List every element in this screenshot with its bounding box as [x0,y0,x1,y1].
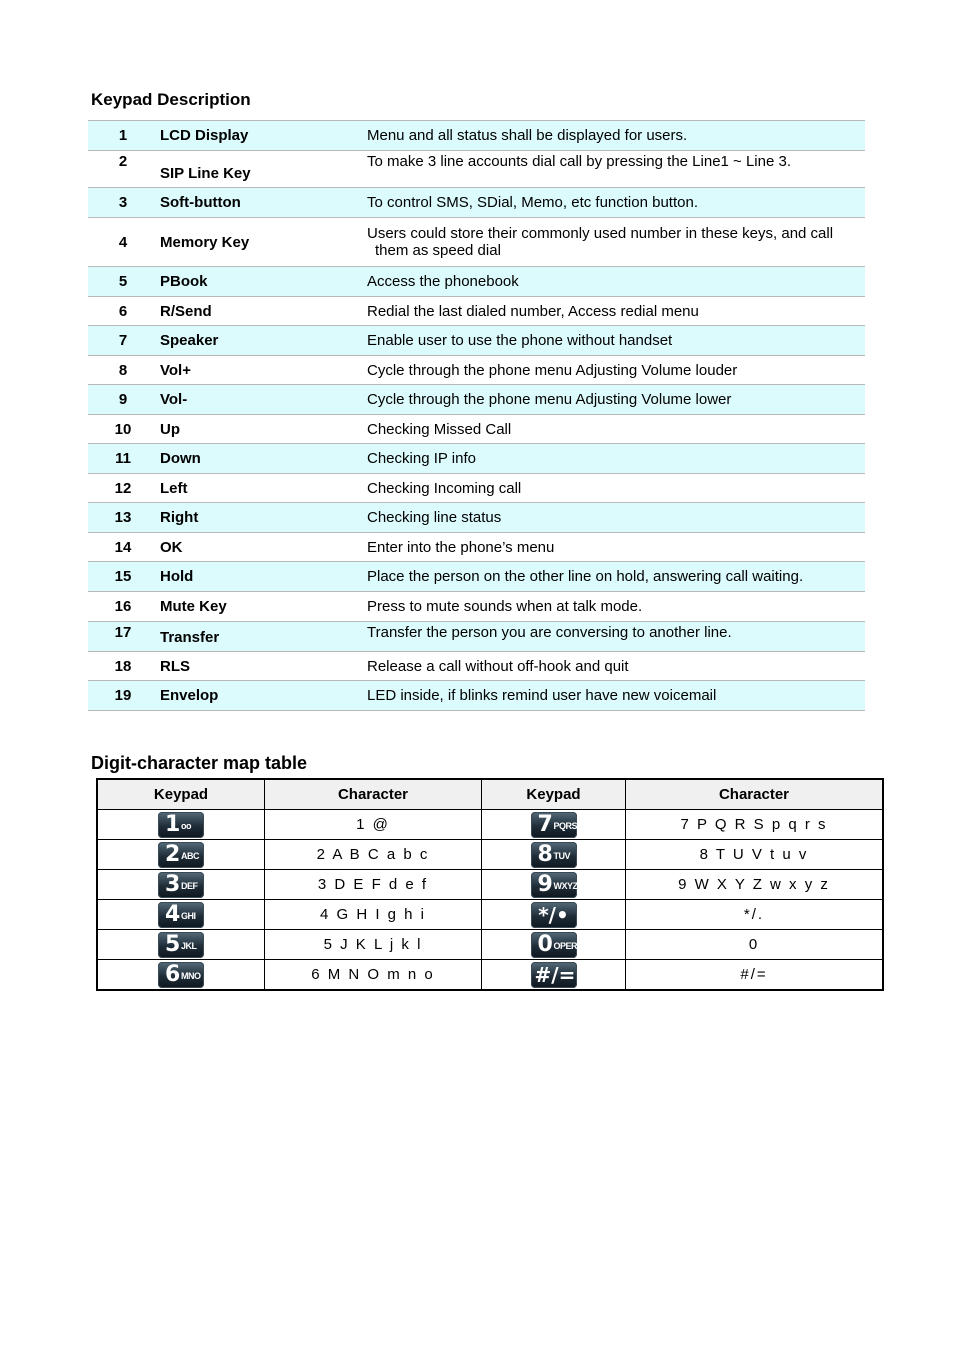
keypad-icon-cell [482,900,626,930]
key-name: Down [158,444,367,474]
header-character: Character [626,779,884,810]
key-name: LCD Display [158,121,367,151]
keypad-row [88,267,865,297]
keypad-row [88,415,865,444]
key-letters: WXYZ [553,880,578,891]
keypad-icon-cell [97,960,265,991]
key-description-line: them as speed dial [375,242,501,259]
digit-map-row [97,840,883,870]
character-cell: 2 A B C a b c [265,840,482,870]
key-letters: PQRS [553,820,578,831]
keypad-icon-cell [482,840,626,870]
character-cell: 7 P Q R S p q r s [626,810,884,840]
key-description: Checking Missed Call [367,415,865,444]
key-name: PBook [158,267,367,297]
digit-map-header-row [97,779,883,810]
key-description: To make 3 line accounts dial call by pressing the Line1 ~ Line 3. [367,151,865,188]
keypad-icon-cell [482,870,626,900]
key-name: Left [158,474,367,503]
phone-key-icon [531,842,577,868]
keypad-row [88,297,865,326]
key-name: Right [158,503,367,533]
digit-map-row [97,870,883,900]
key-description: Checking Incoming call [367,474,865,503]
key-description: To control SMS, SDial, Memo, etc function button. [367,188,865,218]
key-name: Vol- [158,385,367,415]
key-name: R/Send [158,297,367,326]
key-digit: 6 [165,961,181,987]
phone-key-icon [531,902,577,928]
key-description: Menu and all status shall be displayed for users. [367,121,865,151]
keypad-row [88,326,865,356]
keypad-row [88,356,865,385]
phone-key-icon [158,872,204,898]
character-cell: */. [626,900,884,930]
key-number: 4 [88,218,158,267]
character-cell: 3 D E F d e f [265,870,482,900]
key-description: Cycle through the phone menu Adjusting Volume lower [367,385,865,415]
key-number: 14 [88,533,158,562]
key-name: Soft-button [158,188,367,218]
key-description: Access the phonebook [367,267,865,297]
key-number: 16 [88,592,158,622]
phone-key-icon [531,812,577,838]
key-number: 2 [88,151,158,188]
key-digit: 4 [165,901,181,927]
key-letters: JKL [181,940,197,951]
character-cell: 9 W X Y Z w x y z [626,870,884,900]
keypad-row [88,188,865,218]
key-name: Transfer [158,622,367,652]
key-number: 8 [88,356,158,385]
key-letters: TUV [553,850,570,861]
keypad-row [88,503,865,533]
character-cell: 5 J K L j k l [265,930,482,960]
key-letters: MNO [181,970,201,981]
keypad-icon-cell [97,900,265,930]
character-cell: 0 [626,930,884,960]
key-digit: 3 [165,871,181,897]
key-number: 18 [88,652,158,681]
key-description [367,218,865,267]
key-description: Cycle through the phone menu Adjusting Volume louder [367,356,865,385]
phone-key-icon [158,812,204,838]
key-number: 5 [88,267,158,297]
phone-key-icon [158,962,204,988]
keypad-icon-cell [97,870,265,900]
keypad-row [88,592,865,622]
keypad-row [88,385,865,415]
keypad-description-table [88,120,865,711]
keypad-icon-cell [482,930,626,960]
keypad-row [88,121,865,151]
header-keypad: Keypad [97,779,265,810]
key-description-line: Users could store their commonly used number in these keys, and call [367,225,834,242]
key-letters: DEF [181,880,198,891]
key-digit: #/= [534,962,576,987]
keypad-row [88,652,865,681]
key-digit: 5 [165,931,181,957]
key-digit: */• [538,902,569,927]
key-description: Redial the last dialed number, Access redial menu [367,297,865,326]
key-name: Vol+ [158,356,367,385]
keypad-icon-cell [97,840,265,870]
key-letters: oo [181,820,191,831]
phone-key-icon [531,872,577,898]
character-cell: 4 G H I g h i [265,900,482,930]
key-number: 1 [88,121,158,151]
digit-map-row [97,960,883,991]
key-letters: GHI [181,910,196,921]
character-cell: 1 @ [265,810,482,840]
key-name: Memory Key [158,218,367,267]
key-description: Transfer the person you are conversing to another line. [367,622,865,652]
key-description: Press to mute sounds when at talk mode. [367,592,865,622]
key-name: Up [158,415,367,444]
keypad-row [88,218,865,267]
key-digit: 8 [537,841,553,867]
phone-key-icon [158,932,204,958]
keypad-row [88,533,865,562]
key-description: Place the person on the other line on hold, answering call waiting. [367,562,865,592]
key-number: 15 [88,562,158,592]
keypad-row [88,681,865,711]
key-number: 12 [88,474,158,503]
key-digit: 9 [537,871,553,897]
key-description: Checking line status [367,503,865,533]
phone-key-icon [158,842,204,868]
phone-key-icon [531,932,577,958]
key-digit: 7 [537,811,553,837]
keypad-icon-cell [482,810,626,840]
header-keypad: Keypad [482,779,626,810]
key-digit: 2 [165,841,181,867]
digit-character-map-table [96,778,884,991]
key-description: LED inside, if blinks remind user have new voicemail [367,681,865,711]
keypad-row [88,151,865,188]
key-description: Release a call without off-hook and quit [367,652,865,681]
key-name: OK [158,533,367,562]
key-letters: OPER [553,940,578,951]
key-description: Enter into the phone’s menu [367,533,865,562]
key-number: 17 [88,622,158,652]
key-number: 3 [88,188,158,218]
phone-key-icon [158,902,204,928]
keypad-icon-cell [97,930,265,960]
key-number: 7 [88,326,158,356]
key-name: Hold [158,562,367,592]
key-digit: 0 [537,931,553,957]
key-number: 19 [88,681,158,711]
key-name: Mute Key [158,592,367,622]
key-digit: 1 [165,811,181,837]
key-number: 13 [88,503,158,533]
keypad-description-title: Keypad Description [91,90,251,109]
keypad-icon-cell [482,960,626,991]
key-name: Envelop [158,681,367,711]
keypad-row [88,562,865,592]
keypad-icon-cell [97,810,265,840]
keypad-row [88,444,865,474]
keypad-row [88,622,865,652]
digit-map-title: Digit-character map table [91,753,308,773]
key-number: 11 [88,444,158,474]
key-letters: ABC [181,850,199,861]
character-cell: 6 M N O m n o [265,960,482,991]
key-description: Checking IP info [367,444,865,474]
key-number: 10 [88,415,158,444]
key-number: 6 [88,297,158,326]
digit-map-row [97,900,883,930]
keypad-row [88,474,865,503]
key-name: Speaker [158,326,367,356]
character-cell: 8 T U V t u v [626,840,884,870]
phone-key-icon [531,962,577,988]
digit-map-row [97,930,883,960]
header-character: Character [265,779,482,810]
key-name: SIP Line Key [158,151,367,188]
key-description: Enable user to use the phone without handset [367,326,865,356]
digit-map-row [97,810,883,840]
character-cell: #/= [626,960,884,991]
key-name: RLS [158,652,367,681]
key-number: 9 [88,385,158,415]
